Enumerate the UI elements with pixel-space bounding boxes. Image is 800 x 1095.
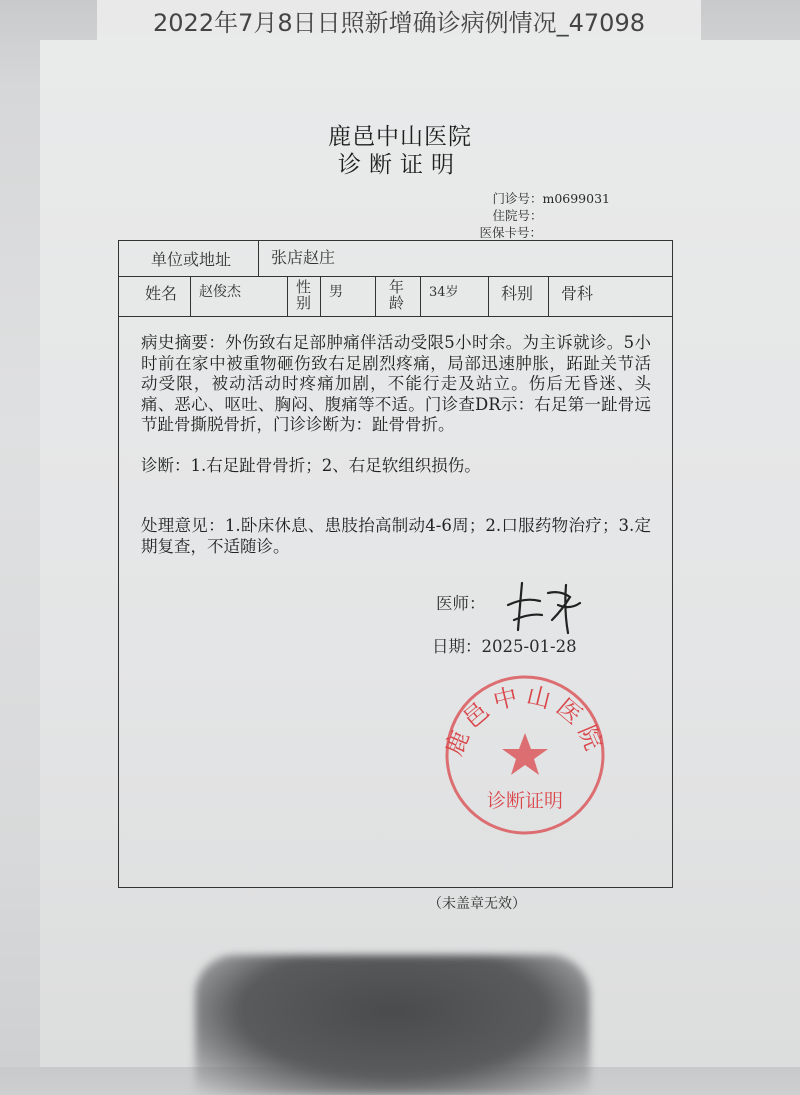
inpatient-number: 住院号：	[492, 208, 543, 223]
age-label: 年龄	[376, 277, 421, 316]
treatment-advice: 处理意见：1.卧床休息、患肢抬高制动4-6周；2.口服药物治疗；3.定期复查，不适随诊。	[141, 516, 651, 556]
sex-label: 性别	[288, 277, 321, 316]
dept-value: 骨科	[561, 284, 594, 303]
name-value: 赵俊杰	[191, 277, 288, 316]
hospital-seal	[440, 665, 610, 840]
star-icon	[502, 733, 548, 775]
document-title: 诊断证明	[338, 152, 462, 178]
insurance-number: 医保卡号：	[479, 225, 542, 240]
medical-history: 病史摘要：外伤致右足部肿痛伴活动受限5小时余。为主诉就诊。5小时前在家中被重物砸伤致右足剧烈疼痛，局部迅速肿胀，跖趾关节活动受限，被动活动时疼痛加剧，不能行走及站立。伤后无昏迷、头痛、恶心、呕吐、胸闷、腹痛等不适。门诊查DR示：右足第一趾骨远节趾骨撕脱骨折，门诊诊断为：趾骨骨折。	[141, 333, 651, 434]
address-label: 单位或地址	[119, 241, 259, 276]
doctor-label: 医师：	[436, 594, 486, 613]
address-row	[119, 241, 672, 277]
banner-title: 2022年7月8日日照新增确诊病例情况_47098	[97, 0, 701, 40]
patient-row	[119, 277, 672, 317]
address-value: 张店赵庄	[271, 248, 336, 267]
seal-top-text: 鹿邑中山医院	[440, 681, 610, 760]
footer-note: （未盖章无效）	[428, 896, 526, 912]
issue-date: 日期：2025-01-28	[432, 637, 577, 656]
certificate-body	[141, 333, 651, 557]
seal-bottom-text: 诊断证明	[486, 790, 564, 812]
record-numbers	[452, 190, 610, 241]
outpatient-number: 门诊号：m0699031	[492, 191, 610, 206]
dept-label: 科别	[489, 277, 549, 316]
sex-value: 男	[321, 277, 376, 316]
name-label: 姓名	[119, 277, 191, 316]
age-value: 34岁	[421, 277, 489, 316]
doctor-signature	[500, 575, 590, 635]
phone-shadow	[195, 955, 590, 1095]
diagnosis: 诊断：1.右足趾骨骨折；2、右足软组织损伤。	[141, 455, 481, 475]
hospital-name: 鹿邑中山医院	[328, 124, 472, 150]
